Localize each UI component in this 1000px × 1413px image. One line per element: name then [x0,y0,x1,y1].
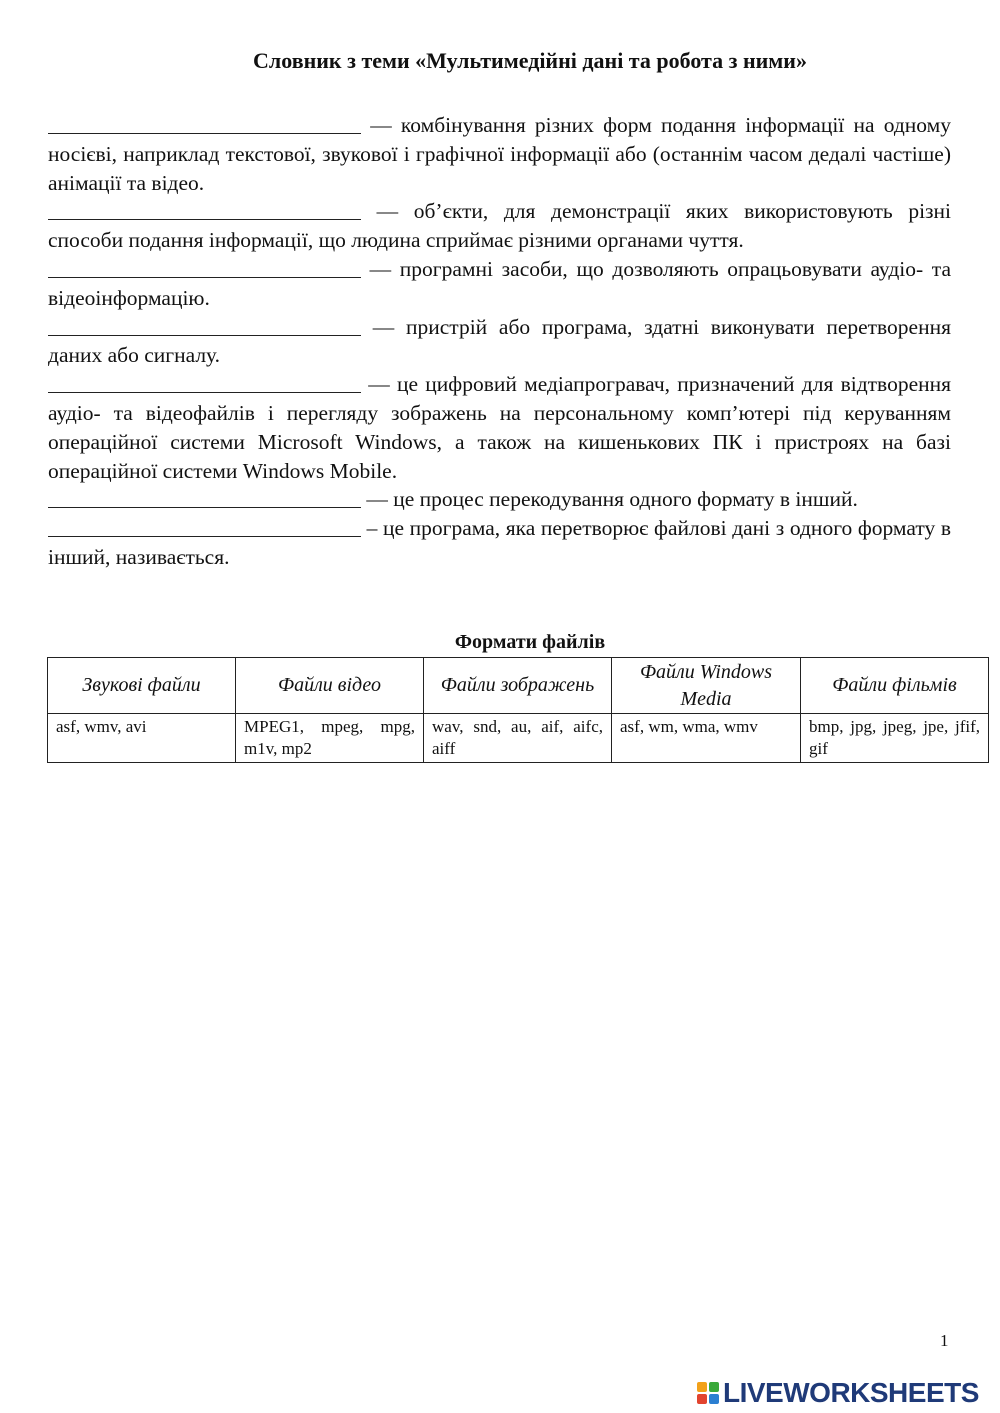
answer-blank[interactable] [48,111,361,134]
glossary-list [48,111,951,572]
page-number: 1 [940,1331,949,1350]
table-cell[interactable]: asf, wmv, avi [48,714,236,763]
liveworksheets-logo-icon [697,1379,721,1407]
liveworksheets-logo[interactable] [697,1377,979,1409]
column-header: Файли фільмів [801,658,989,714]
file-formats-table [47,657,989,763]
table-row [48,714,989,763]
entry-definition: — об’єкти, для демонстрації яких використовують різні способи подання інформації, що людина сприймає різними органами чуття. [48,199,952,253]
logo-text: LIVEWORKSHEETS [723,1377,979,1408]
column-header: Файли зображень [424,658,612,714]
column-header: Файли Windows Media [612,658,801,714]
column-header: Звукові файли [48,658,236,714]
glossary-entry [48,111,951,197]
answer-blank[interactable] [48,485,361,508]
glossary-entry [48,485,951,514]
table-caption: Формати файлів [454,631,606,653]
table-cell[interactable]: wav, snd, au, aif, aifc, aiff [424,714,612,763]
entry-definition: — це цифровий медіапрогравач, призначений для відтворення аудіо- та відеофайлів і перегляду зображень на персональному комп’ютері під керуванням операційної системи Microsoft Windows, а також на кишенькових ПК і пристроях на базі операційної системи Windows Mobile. [48,372,952,483]
glossary-entry [48,514,951,572]
entry-definition: — програмні засоби, що дозволяють опрацьовувати аудіо- та відеоінформацію. [48,256,952,310]
answer-blank[interactable] [48,197,361,220]
document-title: Словник з теми «Мультимедійні дані та робота з ними» [253,48,807,73]
glossary-entry [48,370,951,485]
entry-definition: — це процес перекодування одного формату в інший. [366,487,858,512]
table-cell[interactable]: MPEG1, mpeg, mpg, m1v, mp2 [236,714,424,763]
answer-blank[interactable] [48,255,361,278]
entry-definition: – це програма, яка перетворює файлові дані з одного формату в інший, називається. [48,516,951,569]
glossary-entry [48,313,951,371]
table-cell[interactable]: bmp, jpg, jpeg, jpe, jfif, gif [801,714,989,763]
table-header-row [48,658,989,714]
table-cell[interactable]: asf, wm, wma, wmv [612,714,801,763]
entry-definition: — пристрій або програма, здатні виконувати перетворення даних або сигналу. [48,314,952,368]
answer-blank[interactable] [48,313,361,336]
answer-blank[interactable] [48,370,361,393]
column-header: Файли відео [236,658,424,714]
answer-blank[interactable] [48,514,361,537]
glossary-entry [48,255,951,313]
entry-definition: — комбінування різних форм подання інформації на одному носієві, наприклад текстової, звукової і графічної інформації або (останнім часом дедалі частіше) анімації та відео. [48,113,952,195]
glossary-entry [48,197,951,255]
